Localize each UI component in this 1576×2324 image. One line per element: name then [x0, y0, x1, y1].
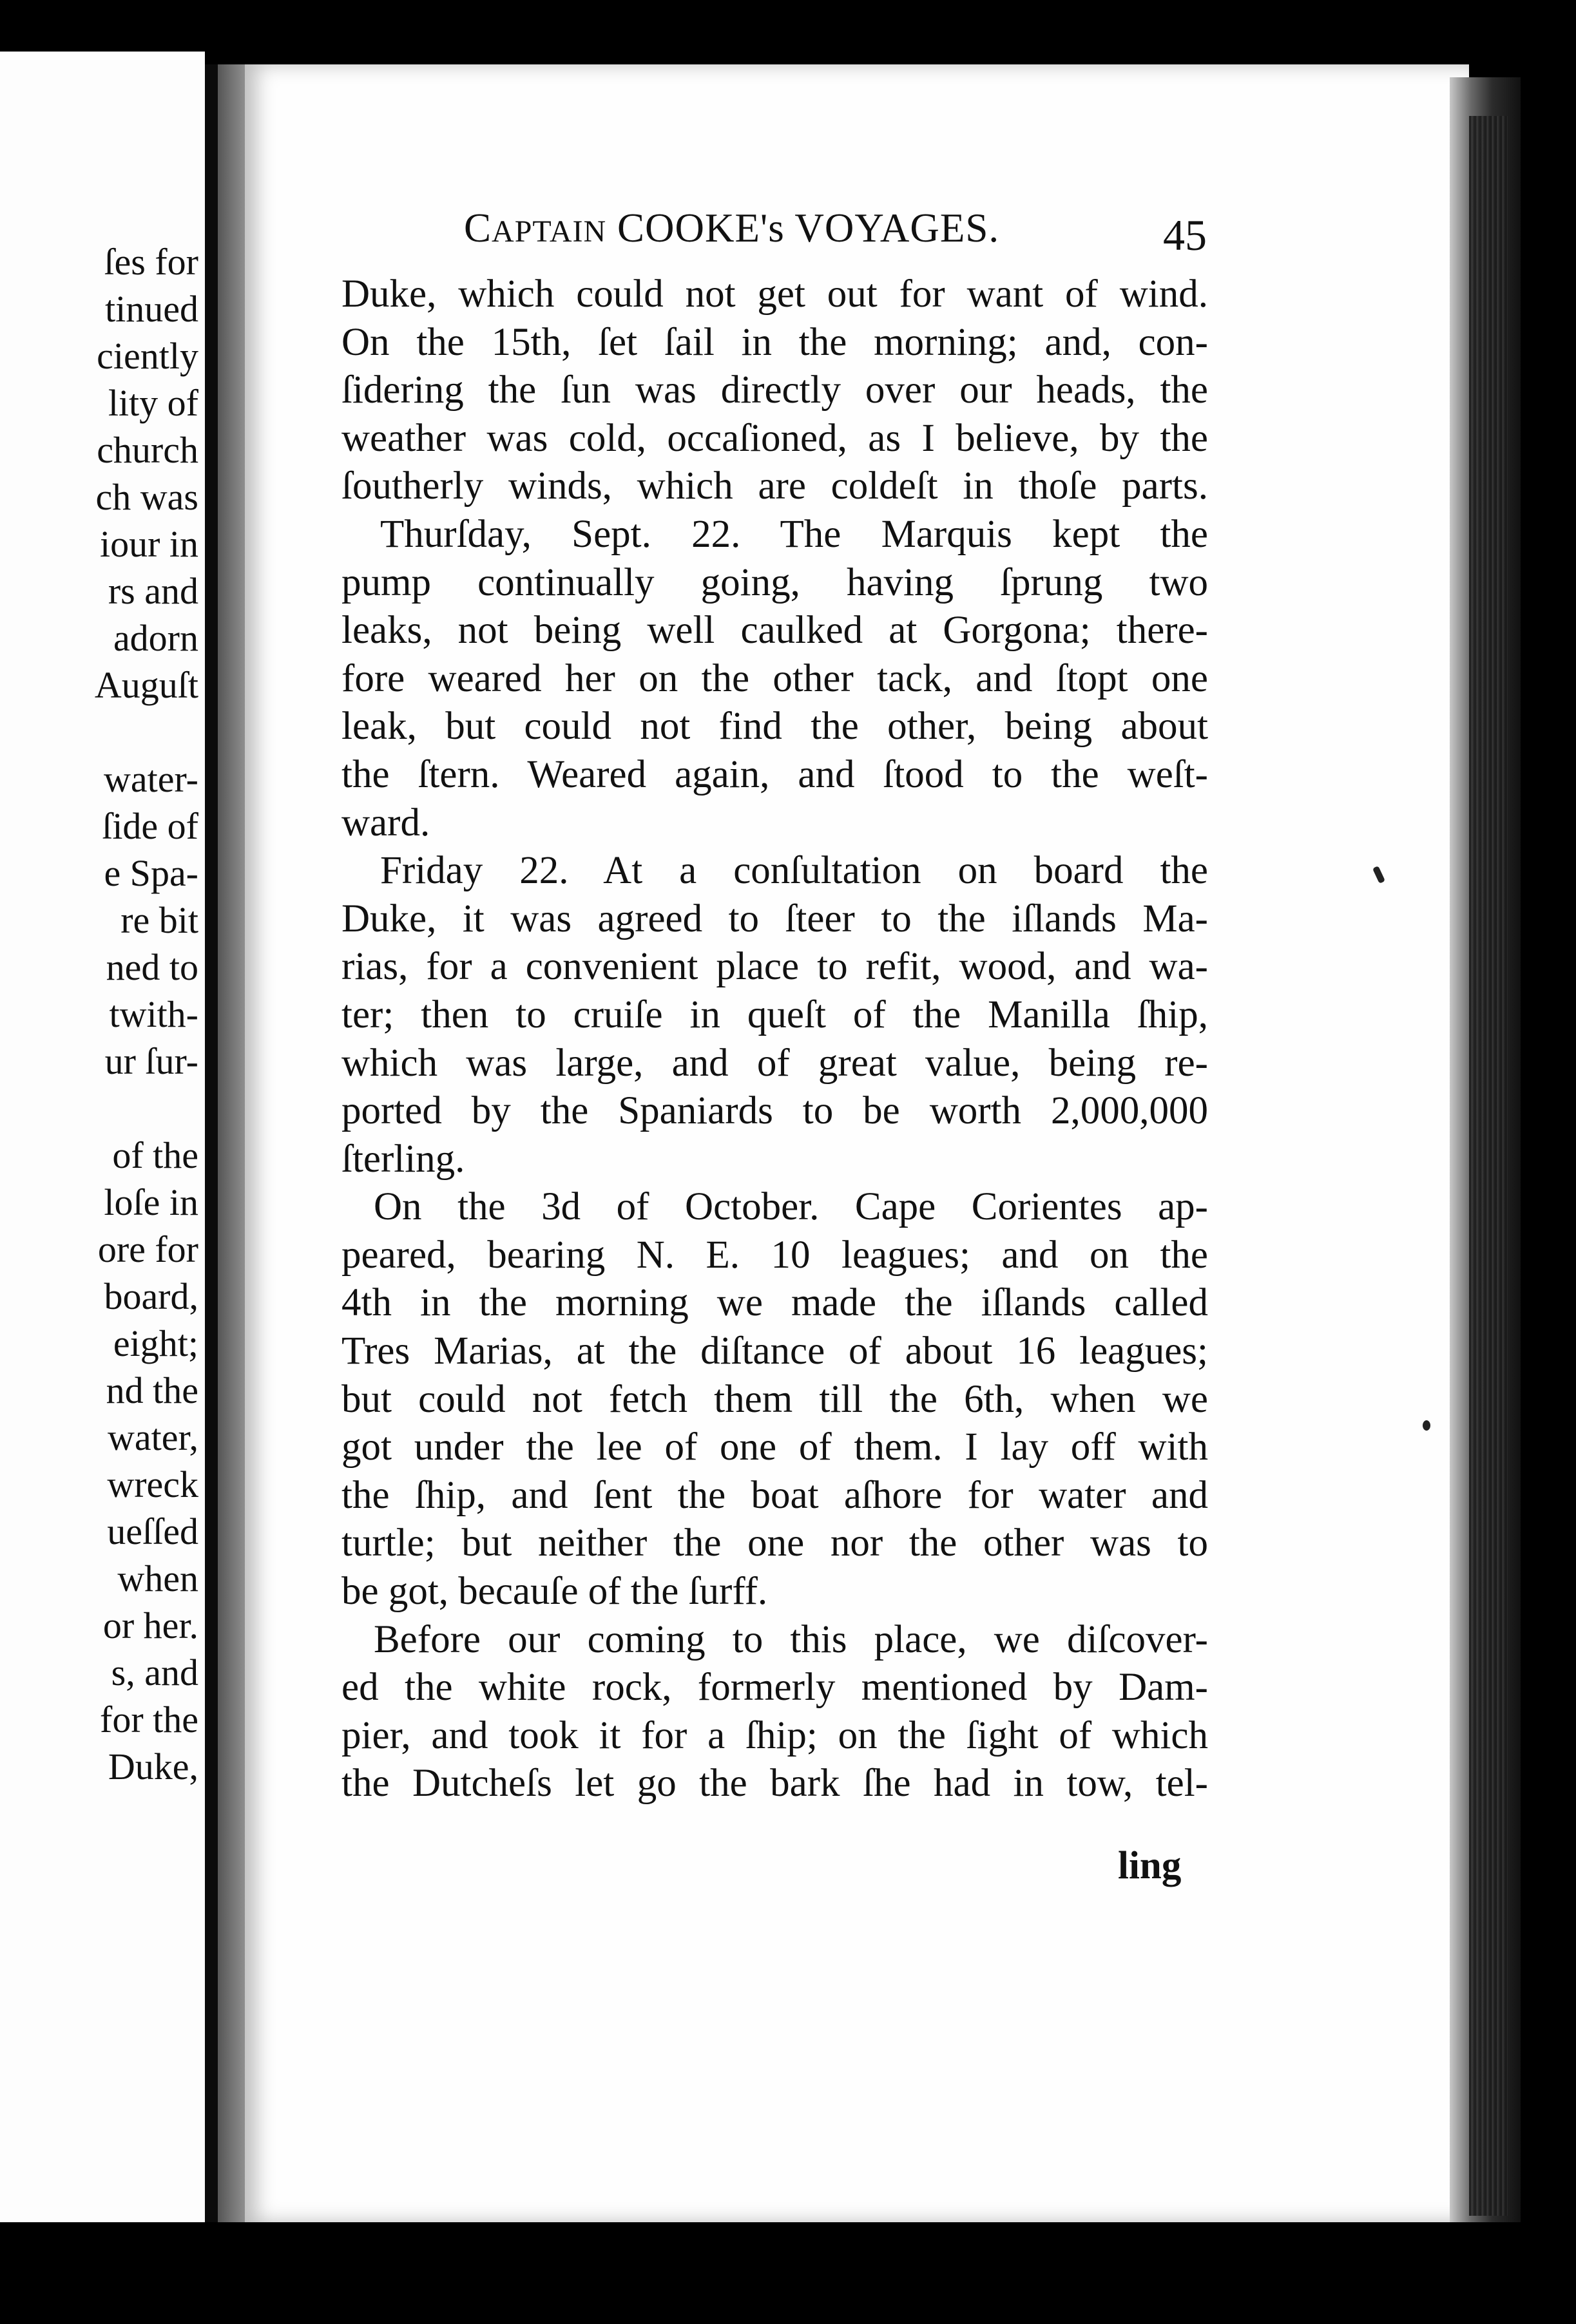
- previous-page-line: iour in: [99, 523, 198, 565]
- previous-page-line: water,: [108, 1416, 198, 1458]
- previous-page-line: e Spa-: [104, 852, 198, 894]
- text-line: Before our coming to this place, we diſcover-: [374, 1617, 1208, 1661]
- previous-page-fragment: [0, 52, 205, 2222]
- previous-page-line: board,: [104, 1275, 198, 1317]
- previous-page-line: nd the: [106, 1369, 198, 1411]
- text-line: Duke, it was agreed to ſteer to the iſlands Ma-: [341, 897, 1208, 940]
- previous-page-line: ch was: [95, 476, 198, 518]
- text-line: which was large, and of great value, being re-: [341, 1041, 1208, 1085]
- ink-dot: [1423, 1420, 1430, 1431]
- previous-page-line: wreck: [107, 1463, 198, 1505]
- previous-page-line: ned to: [106, 946, 198, 988]
- previous-page-line: church: [97, 429, 198, 471]
- previous-page-line: [0, 709, 198, 756]
- text-line: pier, and took it for a ſhip; on the ſight of which: [341, 1713, 1208, 1757]
- previous-page-line: ur ſur-: [104, 1040, 198, 1082]
- text-line: ed the white rock, formerly mentioned by Dam-: [341, 1666, 1208, 1710]
- gutter-edge: [205, 64, 218, 2235]
- text-line: got under the lee of one of them. I lay off with: [341, 1425, 1208, 1469]
- text-line: be got, becauſe of the ſurff.: [341, 1570, 768, 1614]
- text-line: the Dutcheſs let go the bark ſhe had in tow, tel-: [341, 1762, 1208, 1805]
- page-stack-edge: [1469, 116, 1508, 2216]
- text-line: leak, but could not find the other, being about: [341, 705, 1208, 748]
- text-line: Duke, which could not get out for want of wind.: [341, 272, 1208, 316]
- text-line: ſoutherly winds, which are coldeſt in thoſe parts.: [341, 464, 1208, 508]
- previous-page-line: adorn: [113, 617, 198, 659]
- text-line: ward.: [341, 801, 430, 844]
- text-line: but could not fetch them till the 6th, when we: [341, 1377, 1208, 1421]
- catchword: ling: [1118, 1844, 1182, 1887]
- previous-page-line: or her.: [102, 1605, 198, 1646]
- text-line: On the 15th, ſet ſail in the morning; and, con-: [341, 320, 1208, 364]
- page-number: 45: [1163, 211, 1207, 260]
- previous-page-line: Duke,: [108, 1746, 198, 1787]
- text-line: 4th in the morning we made the iſlands called: [341, 1281, 1208, 1325]
- text-line: ter; then to cruiſe in queſt of the Manilla ſhip,: [341, 993, 1208, 1036]
- body-text: [341, 271, 1208, 1808]
- previous-page-line: rs and: [108, 570, 198, 612]
- text-line: peared, bearing N. E. 10 leagues; and on the: [341, 1233, 1208, 1277]
- text-line: ſidering the ſun was directly over our heads, the: [341, 368, 1208, 412]
- previous-page-line: ſide of: [102, 805, 198, 847]
- running-head-prefix-capital: C: [464, 205, 492, 251]
- text-line: ported by the Spaniards to be worth 2,000,000: [341, 1089, 1208, 1133]
- previous-page-line: loſe in: [104, 1181, 198, 1223]
- previous-page-line: ſes for: [104, 241, 198, 283]
- previous-page-line: re bit: [120, 899, 198, 941]
- previous-page-line: s, and: [111, 1652, 198, 1693]
- previous-page-line: water-: [104, 758, 198, 800]
- text-line: Thurſday, Sept. 22. The Marquis kept the: [380, 512, 1208, 556]
- text-line: weather was cold, occaſioned, as I believe, by the: [341, 416, 1208, 460]
- text-line: rias, for a convenient place to refit, wood, and wa-: [341, 945, 1208, 989]
- text-line: ſterling.: [341, 1137, 465, 1181]
- text-line: Friday 22. At a conſultation on board the: [380, 849, 1208, 893]
- previous-page-line: ciently: [97, 335, 198, 377]
- previous-page-line: twith-: [109, 993, 198, 1035]
- previous-page-line: when: [117, 1557, 198, 1599]
- text-line: the ſhip, and ſent the boat aſhore for water and: [341, 1473, 1208, 1517]
- previous-page-line: tinued: [105, 288, 198, 330]
- previous-page-line: Auguſt: [94, 664, 198, 706]
- text-line: On the 3d of October. Cape Corientes ap-: [374, 1185, 1208, 1229]
- previous-page-line: ore for: [97, 1228, 198, 1270]
- text-line: Tres Marias, at the diſtance of about 16 leagues;: [341, 1329, 1208, 1373]
- running-head: [464, 205, 999, 252]
- text-line: leaks, not being well caulked at Gorgona; there-: [341, 609, 1208, 652]
- previous-page-line: [0, 1085, 198, 1132]
- text-line: turtle; but neither the one nor the other was to: [341, 1521, 1208, 1565]
- running-head-prefix-rest: APTAIN: [492, 214, 607, 249]
- text-line: fore weared her on the other tack, and ſtopt one: [341, 656, 1208, 700]
- previous-page-lines: [0, 238, 198, 1790]
- previous-page-line: eight;: [113, 1322, 198, 1364]
- previous-page-line: ueſſed: [107, 1510, 198, 1552]
- text-line: pump continually going, having ſprung two: [341, 560, 1208, 604]
- previous-page-line: for the: [100, 1699, 198, 1740]
- scan-border: [0, 2222, 1576, 2324]
- previous-page-line: lity of: [108, 382, 198, 424]
- previous-page-line: of the: [112, 1134, 198, 1176]
- text-line: the ſtern. Weared again, and ſtood to the weſt-: [341, 752, 1208, 796]
- running-head-title: COOKE's VOYAGES.: [617, 205, 1000, 251]
